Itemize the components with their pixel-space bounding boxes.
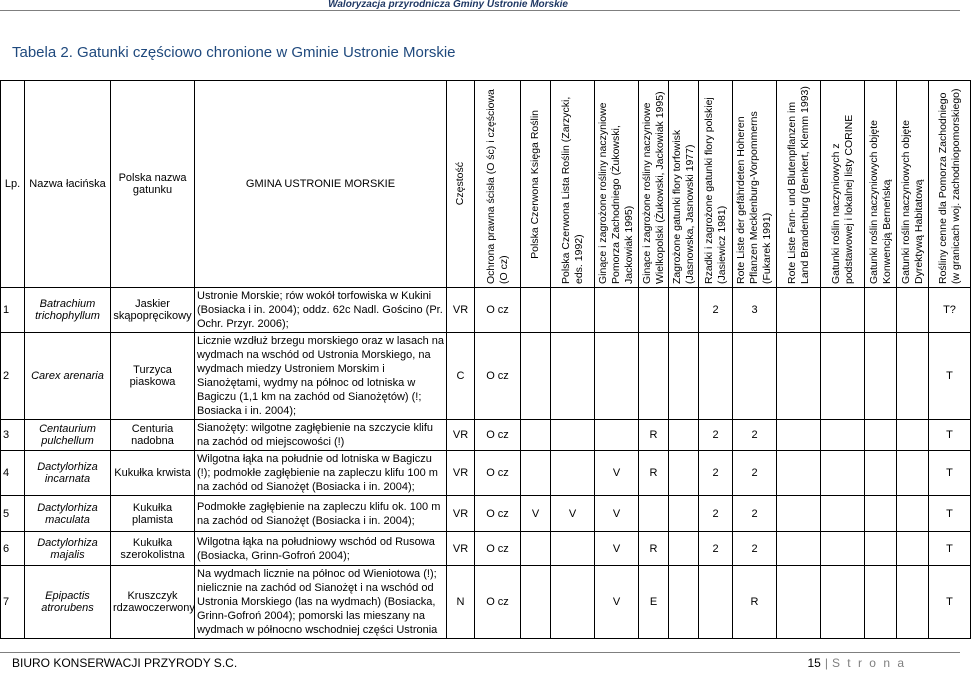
value-cell: 2 bbox=[733, 496, 777, 532]
value-cell bbox=[821, 288, 865, 333]
value-cell: V bbox=[595, 496, 639, 532]
value-cell bbox=[777, 333, 821, 420]
value-cell bbox=[777, 420, 821, 451]
value-cell bbox=[669, 532, 699, 566]
table-row bbox=[1, 288, 971, 333]
row-number: 5 bbox=[1, 496, 25, 532]
polish-name: Kukułka krwista bbox=[111, 451, 195, 496]
col-pclr: Polska Czerwona Lista Roślin (Zarzycki, eds. 1992) bbox=[551, 81, 595, 288]
value-cell bbox=[551, 288, 595, 333]
value-cell: O cz bbox=[475, 451, 521, 496]
value-cell bbox=[865, 288, 897, 333]
value-cell: 2 bbox=[733, 451, 777, 496]
value-cell: T bbox=[929, 420, 971, 451]
col-habitat: Gatunki roślin naczyniowych objęte Dyrektywą Habitatową bbox=[897, 81, 929, 288]
value-cell bbox=[551, 420, 595, 451]
value-cell bbox=[669, 333, 699, 420]
row-number: 3 bbox=[1, 420, 25, 451]
value-cell bbox=[639, 333, 669, 420]
value-cell: O cz bbox=[475, 288, 521, 333]
value-cell: O cz bbox=[475, 333, 521, 420]
value-cell bbox=[521, 420, 551, 451]
location-cell: Licznie wzdłuż brzegu morskiego oraz w lasach na wydmach na wschód od Ustronia Morskiego, na wydmach miedzy Ustroniem Morskim i Sianożętami, wydmy na północ od lotniska w Bagiczu (1,1 km na zachód od Sianożętów) (!; Bosiacka i in. 2004); bbox=[195, 333, 447, 420]
col-polish: Polska nazwa gatunku bbox=[111, 81, 195, 288]
value-cell bbox=[639, 288, 669, 333]
value-cell: C bbox=[447, 333, 475, 420]
value-cell: V bbox=[551, 496, 595, 532]
footer-separator: | bbox=[824, 656, 828, 670]
value-cell: T? bbox=[929, 288, 971, 333]
latin-name: Batrachium trichophyllum bbox=[25, 288, 111, 333]
polish-name: Kruszczyk rdzawoczerwony bbox=[111, 566, 195, 639]
value-cell bbox=[897, 451, 929, 496]
value-cell bbox=[777, 566, 821, 639]
value-cell: O cz bbox=[475, 566, 521, 639]
col-pckr: Polska Czerwona Księga Roślin bbox=[521, 81, 551, 288]
value-cell bbox=[699, 566, 733, 639]
table-row bbox=[1, 420, 971, 451]
value-cell: V bbox=[595, 532, 639, 566]
value-cell bbox=[551, 451, 595, 496]
col-czestosc: Częstość bbox=[447, 81, 475, 288]
value-cell bbox=[897, 532, 929, 566]
value-cell bbox=[669, 566, 699, 639]
row-number: 6 bbox=[1, 532, 25, 566]
latin-name: Carex arenaria bbox=[25, 333, 111, 420]
col-mv: Rote Liste der gefährdeten Hoheren Pflanzen Mecklenburg-Vorpommerns (Fukarek 1991) bbox=[733, 81, 777, 288]
value-cell: VR bbox=[447, 532, 475, 566]
location-cell: Wilgotna łąka na południowy wschód od Rusowa (Bosiacka, Grinn-Gofroń 2004); bbox=[195, 532, 447, 566]
col-wielkopolska: Ginące i zagrożone rośliny naczyniowe Wielkopolski (Żukowski, Jackowiak 1995) bbox=[639, 81, 669, 288]
value-cell bbox=[897, 496, 929, 532]
value-cell: O cz bbox=[475, 496, 521, 532]
location-cell: Sianożęty: wilgotne zagłębienie na szczycie klifu na zachód od miejscowości (!) bbox=[195, 420, 447, 451]
value-cell bbox=[669, 451, 699, 496]
header-title: Waloryzacja przyrodnicza Gminy Ustronie Morskie bbox=[328, 0, 568, 10]
value-cell bbox=[777, 288, 821, 333]
footer-page bbox=[807, 656, 906, 670]
col-torfowiska: Zagrożone gatunki flory torfowisk (Jasnowska, Jasnowski 1977) bbox=[669, 81, 699, 288]
col-cenne: Rośliny cenne dla Pomorza Zachodniego (w granicach woj. zachodniopomorskiego) bbox=[929, 81, 971, 288]
row-number: 2 bbox=[1, 333, 25, 420]
value-cell bbox=[821, 420, 865, 451]
location-cell: Wilgotna łąka na południe od lotniska w Bagiczu (!); podmokłe zagłębienie na zapleczu klifu 100 m na zachód od Sianożęt (Bosiacka i in. 2004); bbox=[195, 451, 447, 496]
value-cell bbox=[897, 566, 929, 639]
latin-name: Centaurium pulchellum bbox=[25, 420, 111, 451]
value-cell: 2 bbox=[699, 532, 733, 566]
value-cell: V bbox=[521, 496, 551, 532]
value-cell bbox=[897, 288, 929, 333]
col-jasiewicz: Rzadki i zagrożone gatunki flory polskiej (Jasiewicz 1981) bbox=[699, 81, 733, 288]
value-cell bbox=[595, 333, 639, 420]
page-number: 15 bbox=[807, 656, 821, 670]
value-cell: VR bbox=[447, 451, 475, 496]
col-latin: Nazwa łacińska bbox=[25, 81, 111, 288]
row-number: 7 bbox=[1, 566, 25, 639]
value-cell: 2 bbox=[699, 496, 733, 532]
value-cell bbox=[669, 288, 699, 333]
latin-name: Epipactis atrorubens bbox=[25, 566, 111, 639]
value-cell: T bbox=[929, 532, 971, 566]
header-row bbox=[1, 81, 971, 288]
value-cell: VR bbox=[447, 496, 475, 532]
value-cell: R bbox=[639, 532, 669, 566]
footer-company: BIURO KONSERWACJI PRZYRODY S.C. bbox=[12, 656, 238, 670]
value-cell: 2 bbox=[699, 288, 733, 333]
col-gmina: GMINA USTRONIE MORSKIE bbox=[195, 81, 447, 288]
value-cell bbox=[551, 333, 595, 420]
value-cell: V bbox=[595, 566, 639, 639]
col-ochrona: Ochrona prawna ścisła (O śc) i częściowa (O cz) bbox=[475, 81, 521, 288]
polish-name: Jaskier skąpopręcikowy bbox=[111, 288, 195, 333]
page-footer bbox=[0, 652, 960, 673]
value-cell bbox=[521, 451, 551, 496]
value-cell bbox=[865, 451, 897, 496]
value-cell: O cz bbox=[475, 420, 521, 451]
page-header bbox=[0, 0, 960, 11]
value-cell: 2 bbox=[699, 420, 733, 451]
value-cell: N bbox=[447, 566, 475, 639]
value-cell bbox=[865, 532, 897, 566]
table-caption: Tabela 2. Gatunki częściowo chronione w Gminie Ustronie Morskie bbox=[12, 44, 456, 61]
value-cell: 3 bbox=[733, 288, 777, 333]
row-number: 1 bbox=[1, 288, 25, 333]
value-cell bbox=[521, 532, 551, 566]
value-cell: VR bbox=[447, 288, 475, 333]
value-cell bbox=[551, 566, 595, 639]
value-cell: 2 bbox=[699, 451, 733, 496]
location-cell: Na wydmach licznie na północ od Wieniotowa (!); nielicznie na zachód od Sianożęt i na wschód od Ustronia Morskiego (las na wydmach) (Bosiacka, Grinn-Gofroń 2004); pomorski las mieszany na wydmach w północno wschodniej części Ustronia bbox=[195, 566, 447, 639]
value-cell: R bbox=[639, 451, 669, 496]
value-cell: V bbox=[595, 451, 639, 496]
value-cell bbox=[669, 496, 699, 532]
value-cell bbox=[821, 333, 865, 420]
value-cell: T bbox=[929, 333, 971, 420]
footer-strona: S t r o n a bbox=[831, 656, 906, 670]
value-cell bbox=[595, 288, 639, 333]
value-cell bbox=[521, 288, 551, 333]
value-cell: O cz bbox=[475, 532, 521, 566]
value-cell bbox=[777, 496, 821, 532]
latin-name: Dactylorhiza majalis bbox=[25, 532, 111, 566]
col-bern: Gatunki roślin naczyniowych objęte Konwencją Berneńską bbox=[865, 81, 897, 288]
value-cell bbox=[777, 532, 821, 566]
location-cell: Ustronie Morskie; rów wokół torfowiska w Kukini (Bosiacka i in. 2004); oddz. 62c Nadl. Gościno (Pr. Ochr. Przyr. 2006); bbox=[195, 288, 447, 333]
value-cell bbox=[865, 566, 897, 639]
value-cell: VR bbox=[447, 420, 475, 451]
value-cell: T bbox=[929, 451, 971, 496]
value-cell bbox=[595, 420, 639, 451]
value-cell bbox=[865, 420, 897, 451]
col-pomorze: Ginące i zagrożone rośliny naczyniowe Pomorza Zachodniego (Żukowski, Jackowiak 1995) bbox=[595, 81, 639, 288]
value-cell: 2 bbox=[733, 420, 777, 451]
value-cell bbox=[865, 333, 897, 420]
value-cell: E bbox=[639, 566, 669, 639]
polish-name: Turzyca piaskowa bbox=[111, 333, 195, 420]
value-cell bbox=[897, 333, 929, 420]
value-cell: T bbox=[929, 566, 971, 639]
col-lp: Lp. bbox=[1, 81, 25, 288]
table-row bbox=[1, 566, 971, 639]
table-row bbox=[1, 451, 971, 496]
species-table bbox=[0, 80, 971, 639]
value-cell bbox=[865, 496, 897, 532]
table-row bbox=[1, 496, 971, 532]
value-cell bbox=[521, 566, 551, 639]
value-cell: R bbox=[639, 420, 669, 451]
value-cell bbox=[897, 420, 929, 451]
value-cell bbox=[551, 532, 595, 566]
value-cell bbox=[521, 333, 551, 420]
col-corine: Gatunki roślin naczyniowych z podstawowej i lokalnej listy CORINE bbox=[821, 81, 865, 288]
value-cell bbox=[733, 333, 777, 420]
value-cell: 2 bbox=[733, 532, 777, 566]
polish-name: Centuria nadobna bbox=[111, 420, 195, 451]
value-cell bbox=[699, 333, 733, 420]
table-body bbox=[1, 288, 971, 639]
col-brandenburg: Rote Liste Farn- und Blutenpflanzen im Land Brandenburg (Benkert, Klemm 1993) bbox=[777, 81, 821, 288]
value-cell bbox=[821, 451, 865, 496]
row-number: 4 bbox=[1, 451, 25, 496]
value-cell bbox=[639, 496, 669, 532]
latin-name: Dactylorhiza maculata bbox=[25, 496, 111, 532]
location-cell: Podmokłe zagłębienie na zapleczu klifu ok. 100 m na zachód od Sianożęt (Bosiacka i in. 2004); bbox=[195, 496, 447, 532]
polish-name: Kukułka plamista bbox=[111, 496, 195, 532]
value-cell: R bbox=[733, 566, 777, 639]
value-cell bbox=[821, 496, 865, 532]
polish-name: Kukułka szerokolistna bbox=[111, 532, 195, 566]
table-row bbox=[1, 333, 971, 420]
value-cell bbox=[821, 532, 865, 566]
value-cell bbox=[821, 566, 865, 639]
value-cell: T bbox=[929, 496, 971, 532]
latin-name: Dactylorhiza incarnata bbox=[25, 451, 111, 496]
table-row bbox=[1, 532, 971, 566]
value-cell bbox=[669, 420, 699, 451]
value-cell bbox=[777, 451, 821, 496]
